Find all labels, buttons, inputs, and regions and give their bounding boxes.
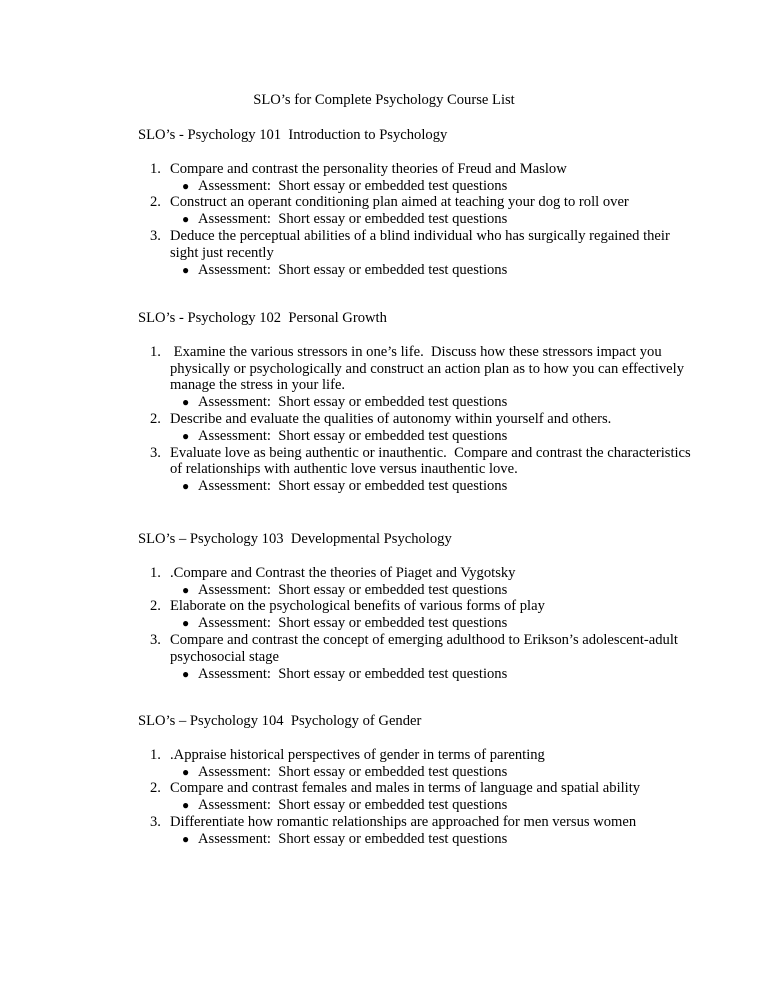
assessment-item xyxy=(138,394,698,411)
outcome-number: 2. xyxy=(150,410,161,427)
assessment-item xyxy=(138,764,698,781)
outcome-number: 1. xyxy=(150,746,161,763)
assessment-text: Assessment: Short essay or embedded test questions xyxy=(198,211,508,228)
outcome-item xyxy=(138,780,698,797)
outcome-item xyxy=(138,565,698,582)
assessment-item xyxy=(138,211,698,228)
assessment-text: Assessment: Short essay or embedded test questions xyxy=(198,177,508,194)
assessment-item xyxy=(138,666,698,683)
outcome-text: Construct an operant conditioning plan aimed at teaching your dog to roll over xyxy=(170,194,629,211)
assessment-item xyxy=(138,831,698,848)
outcome-item xyxy=(138,814,698,831)
bullet-icon: ● xyxy=(182,798,190,813)
assessment-item xyxy=(138,615,698,632)
course-heading: SLO’s - Psychology 101 Introduction to Psychology xyxy=(138,127,448,143)
assessment-text: Assessment: Short essay or embedded test questions xyxy=(198,261,508,278)
assessment-item xyxy=(138,478,698,495)
outcome-text: .Compare and Contrast the theories of Piaget and Vygotsky xyxy=(170,564,516,581)
assessment-text: Assessment: Short essay or embedded test questions xyxy=(198,615,508,632)
outcome-item xyxy=(138,194,698,211)
outcome-item xyxy=(138,598,698,615)
assessment-text: Assessment: Short essay or embedded test questions xyxy=(198,427,508,444)
outcome-text: Compare and contrast females and males in terms of language and spatial ability xyxy=(170,780,641,797)
outcome-number: 3. xyxy=(150,813,161,830)
outcome-number: 3. xyxy=(150,631,161,648)
outcome-text: Elaborate on the psychological benefits of various forms of play xyxy=(170,598,545,615)
outcome-number: 2. xyxy=(150,598,161,615)
assessment-item xyxy=(138,262,698,279)
assessment-item xyxy=(138,797,698,814)
assessment-item xyxy=(138,582,698,599)
outcome-item xyxy=(138,632,698,666)
bullet-icon: ● xyxy=(182,666,190,681)
outcome-item xyxy=(138,228,698,262)
assessment-text: Assessment: Short essay or embedded test questions xyxy=(198,478,508,495)
outcome-number: 3. xyxy=(150,227,161,244)
outcome-text: Differentiate how romantic relationships are approached for men versus women xyxy=(170,813,637,830)
course-heading: SLO’s – Psychology 103 Developmental Psychology xyxy=(138,531,452,547)
course-section-psy-102 xyxy=(138,310,698,495)
outcome-text: Describe and evaluate the qualities of autonomy within yourself and others. xyxy=(170,410,612,427)
assessment-item xyxy=(138,178,698,195)
outcome-number: 1. xyxy=(150,343,161,360)
outcome-text: Evaluate love as being authentic or inauthentic. Compare and contrast the characteristics of relationships with authentic love versus inauthentic love. xyxy=(170,444,695,478)
assessment-text: Assessment: Short essay or embedded test questions xyxy=(198,797,508,814)
course-heading: SLO’s – Psychology 104 Psychology of Gender xyxy=(138,713,422,729)
outcome-number: 1. xyxy=(150,160,161,177)
bullet-icon: ● xyxy=(182,395,190,410)
bullet-icon: ● xyxy=(182,616,190,631)
outcome-item xyxy=(138,411,698,428)
assessment-text: Assessment: Short essay or embedded test questions xyxy=(198,581,508,598)
bullet-icon: ● xyxy=(182,178,190,193)
bullet-icon: ● xyxy=(182,212,190,227)
outcome-text: Compare and contrast the personality theories of Freud and Maslow xyxy=(170,160,567,177)
outcome-item xyxy=(138,747,698,764)
outcome-number: 1. xyxy=(150,564,161,581)
outcome-number: 2. xyxy=(150,194,161,211)
outcome-text: Deduce the perceptual abilities of a blind individual who has surgically regained their sight just recently xyxy=(170,227,674,261)
outcome-text: .Appraise historical perspectives of gender in terms of parenting xyxy=(170,746,545,763)
bullet-icon: ● xyxy=(182,764,190,779)
assessment-text: Assessment: Short essay or embedded test questions xyxy=(198,665,508,682)
outcome-number: 3. xyxy=(150,444,161,461)
bullet-icon: ● xyxy=(182,831,190,846)
outcome-number: 2. xyxy=(150,780,161,797)
outcome-item xyxy=(138,445,698,479)
bullet-icon: ● xyxy=(182,479,190,494)
outcome-text: Examine the various stressors in one’s life. Discuss how these stressors impact you physically or psychologically and construct an action plan as to how you can effectively manage the stress in your life. xyxy=(170,343,688,394)
outcome-item xyxy=(138,161,698,178)
assessment-text: Assessment: Short essay or embedded test questions xyxy=(198,763,508,780)
bullet-icon: ● xyxy=(182,262,190,277)
course-section-psy-104 xyxy=(138,713,698,848)
bullet-icon: ● xyxy=(182,428,190,443)
assessment-item xyxy=(138,428,698,445)
bullet-icon: ● xyxy=(182,582,190,597)
course-heading: SLO’s - Psychology 102 Personal Growth xyxy=(138,310,387,326)
course-section-psy-103 xyxy=(138,531,698,682)
outcome-text: Compare and contrast the concept of emerging adulthood to Erikson’s adolescent-adult psychosocial stage xyxy=(170,631,682,665)
document-title: SLO’s for Complete Psychology Course List xyxy=(253,92,515,108)
course-section-psy-101 xyxy=(138,127,698,278)
outcome-item xyxy=(138,344,698,394)
assessment-text: Assessment: Short essay or embedded test questions xyxy=(198,830,508,847)
assessment-text: Assessment: Short essay or embedded test questions xyxy=(198,394,508,411)
